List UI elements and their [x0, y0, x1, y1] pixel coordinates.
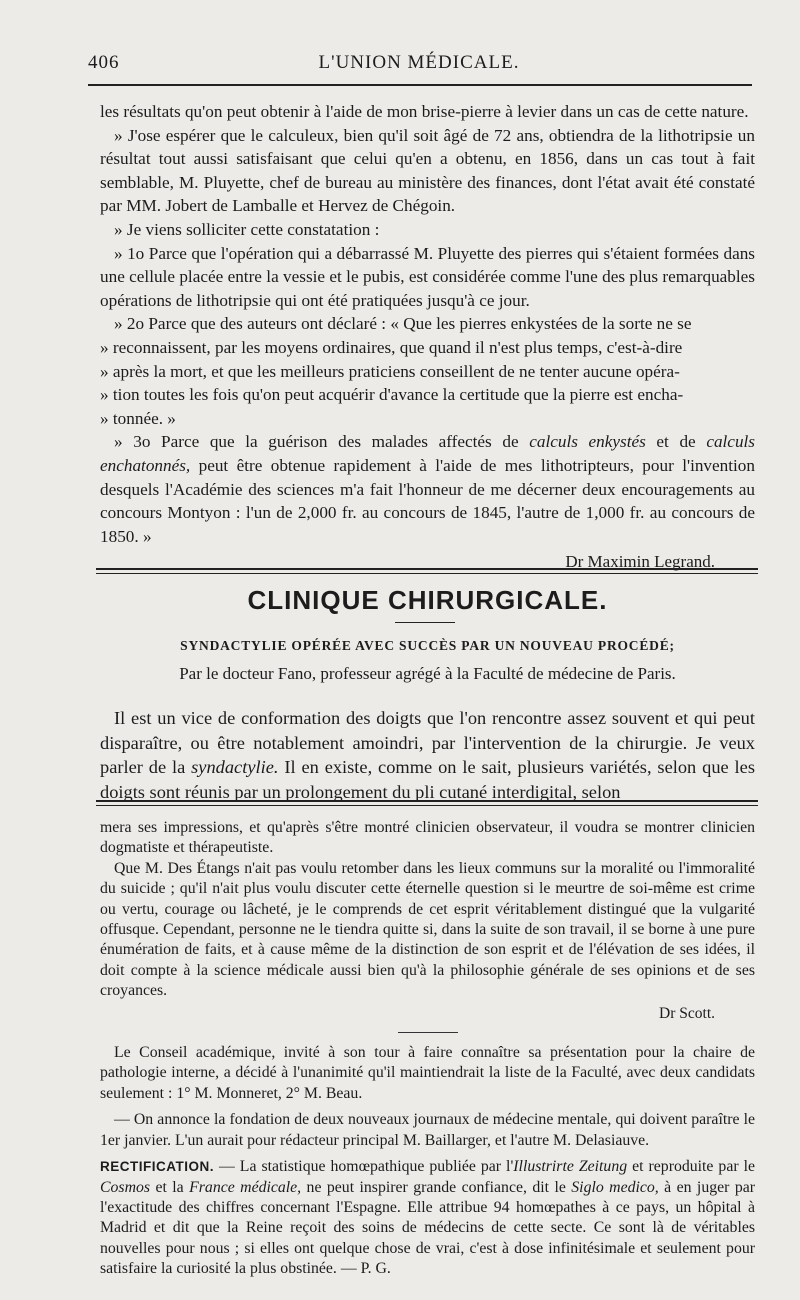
italic-term: Cosmos	[100, 1178, 151, 1196]
header-rule	[88, 84, 752, 86]
italic-term: syndactylie.	[191, 757, 279, 778]
title-underline	[395, 622, 455, 623]
paragraph: Que M. Des Étangs n'ait pas voulu retomber dans les lieux communs sur la moralité ou l'immoralité du suicide ; qu'il n'ait plus voulu discuter cette éternelle question si le meurtre de soi-même est crime ou vertu, courage ou lâcheté, je le comprends de cet esprit véritablement distingué que la vulgarité offusque. Cependant, personne ne le tiendra quitte si, dans la suite de son travail, il se borne à une pure énumération de faits, et à cause même de la distinction de son esprit et de l'élévation de ses idées, il doit compte à la science médicale aussi bien qu'à la philosophie générale de ses opinions et de ses croyances.	[100, 859, 755, 1000]
text-run: et de	[645, 432, 707, 452]
italic-term: calculs enchatonnés,	[100, 432, 755, 475]
italic-term: France médicale,	[189, 1178, 302, 1196]
article-subtitle: SYNDACTYLIE OPÉRÉE AVEC SUCCÈS PAR UN NOUVEAU PROCÉDÉ;	[180, 638, 675, 653]
text-run: Il en existe, comme on le sait, plusieurs variétés, selon que les doigts sont réunis par un prolongement du pli cutané interdigital, selon	[100, 757, 755, 802]
top-article	[100, 100, 755, 574]
text-run: et la	[150, 1178, 190, 1196]
text-run: ne peut inspirer grande confiance, dit le	[301, 1178, 572, 1196]
byline: Par le docteur Fano, professeur agrégé à la Faculté de médecine de Paris.	[179, 664, 676, 683]
paragraph: » 1o Parce que l'opération qui a débarrassé M. Pluyette des pierres qui s'étaient formées dans une cellule placée entre la vessie et le pubis, est considérée comme l'une des plus remarquables opérations de lithotripsie qui ont été pratiquées jusqu'à ce jour.	[100, 243, 755, 310]
news-item: — On annonce la fondation de deux nouveaux journaux de médecine mentale, qui doivent paraître le 1er janvier. L'un aurait pour rédacteur principal M. Baillarger, et l'autre M. Delasiauve.	[100, 1111, 755, 1149]
text-run: — La statistique homœpathique publiée par l'	[214, 1158, 514, 1176]
text-run: Il est un vice de conformation des doigts que l'on rencontre assez souvent et qui peut disparaître, ou être notablement amoindri, par l'intervention de la chirurgie. Je veux parler de la	[100, 708, 755, 778]
page-header	[88, 52, 750, 74]
paragraph: » J'ose espérer que le calculeux, bien qu'il soit âgé de 72 ans, obtiendra de la lithotripsie un résultat tout aussi satisfaisant que celui qu'en a obtenu, en 1856, dans un cas tout à fait semblable, M. Pluyette, chef de bureau au ministère des finances, dont l'état avait été constaté par MM. Jobert de Lamballe et Hervez de Chégoin.	[100, 125, 755, 216]
divider	[398, 1032, 458, 1033]
quote-line: » après la mort, et que les meilleurs praticiens conseillent de ne tenter aucune opéra-	[100, 361, 680, 381]
paragraph: » Je viens solliciter cette constatation :	[114, 219, 380, 239]
italic-term: Siglo medico,	[571, 1178, 659, 1196]
section-double-rule	[96, 568, 758, 574]
italic-term: calculs enkystés	[529, 432, 646, 452]
quote-line: » reconnaissent, par les moyens ordinaires, que quand il n'est plus temps, c'est-à-dire	[100, 337, 683, 357]
text-run: » 3o Parce que la guérison des malades affectés de	[114, 432, 530, 452]
text-run: et reproduite par le	[627, 1158, 756, 1176]
section-title: CLINIQUE CHIRURGICALE.	[247, 585, 608, 615]
italic-term: Illustrirte Zeitung	[513, 1158, 628, 1176]
page-number: 406	[88, 52, 120, 73]
feuilleton	[100, 818, 755, 1280]
paragraph: les résultats qu'on peut obtenir à l'aide de mon brise-pierre à levier dans un cas de cette nature.	[100, 102, 749, 121]
paragraph: mera ses impressions, et qu'après s'être montré clinicien observateur, il voudra se montrer clinicien dogmatiste et thérapeutiste.	[100, 819, 755, 857]
news-item: Le Conseil académique, invité à son tour à faire connaître sa présentation pour la chaire de pathologie interne, a décidé à l'unanimité qu'il maintiendrait la liste de la Faculté, avec deux candidats seulement : 1° M. Monneret, 2° M. Beau.	[100, 1044, 755, 1102]
running-title: L'UNION MÉDICALE.	[318, 52, 520, 73]
quote-line: » tion toutes les fois qu'on peut acquérir d'avance la certitude que la pierre est encha-	[100, 385, 684, 405]
rectification-label: RECTIFICATION.	[100, 1159, 214, 1175]
feuilleton-double-rule	[96, 800, 758, 806]
signature: Dr Maximin Legrand.	[565, 552, 715, 572]
quote-line: » tonnée. »	[100, 408, 176, 428]
text-run: à en juger par l'exactitude des chiffres concernant l'Espagne. Elle attribue 94 homœpathes à ce pays, un hôpital à Madrid et dit que la Reine reçoit des soins de médecins de cette secte. Ce sont là de véritables nouvelles pour nous ; si elles ont quelque chose de vrai, c'est à dose infinitésimale et seulement pour satisfaire la curiosité la plus obstinée. — P. G.	[100, 1178, 755, 1278]
rectification	[100, 1157, 755, 1279]
text-run: peut être obtenue rapidement à l'aide de mes lithotripteurs, pour l'invention desquels l'Académie des sciences m'a fait l'honneur de me décerner deux encouragements au concours Montyon : l'un de 2,000 fr. au concours de 1845, l'autre de 1,000 fr. au concours de 1850. »	[100, 455, 755, 546]
paragraph	[100, 706, 755, 804]
signature: Dr Scott.	[659, 1004, 715, 1022]
clinique-body	[100, 706, 755, 804]
paragraph	[100, 430, 755, 548]
paragraph: » 2o Parce que des auteurs ont déclaré : « Que les pierres enkystées de la sorte ne se	[114, 314, 692, 334]
